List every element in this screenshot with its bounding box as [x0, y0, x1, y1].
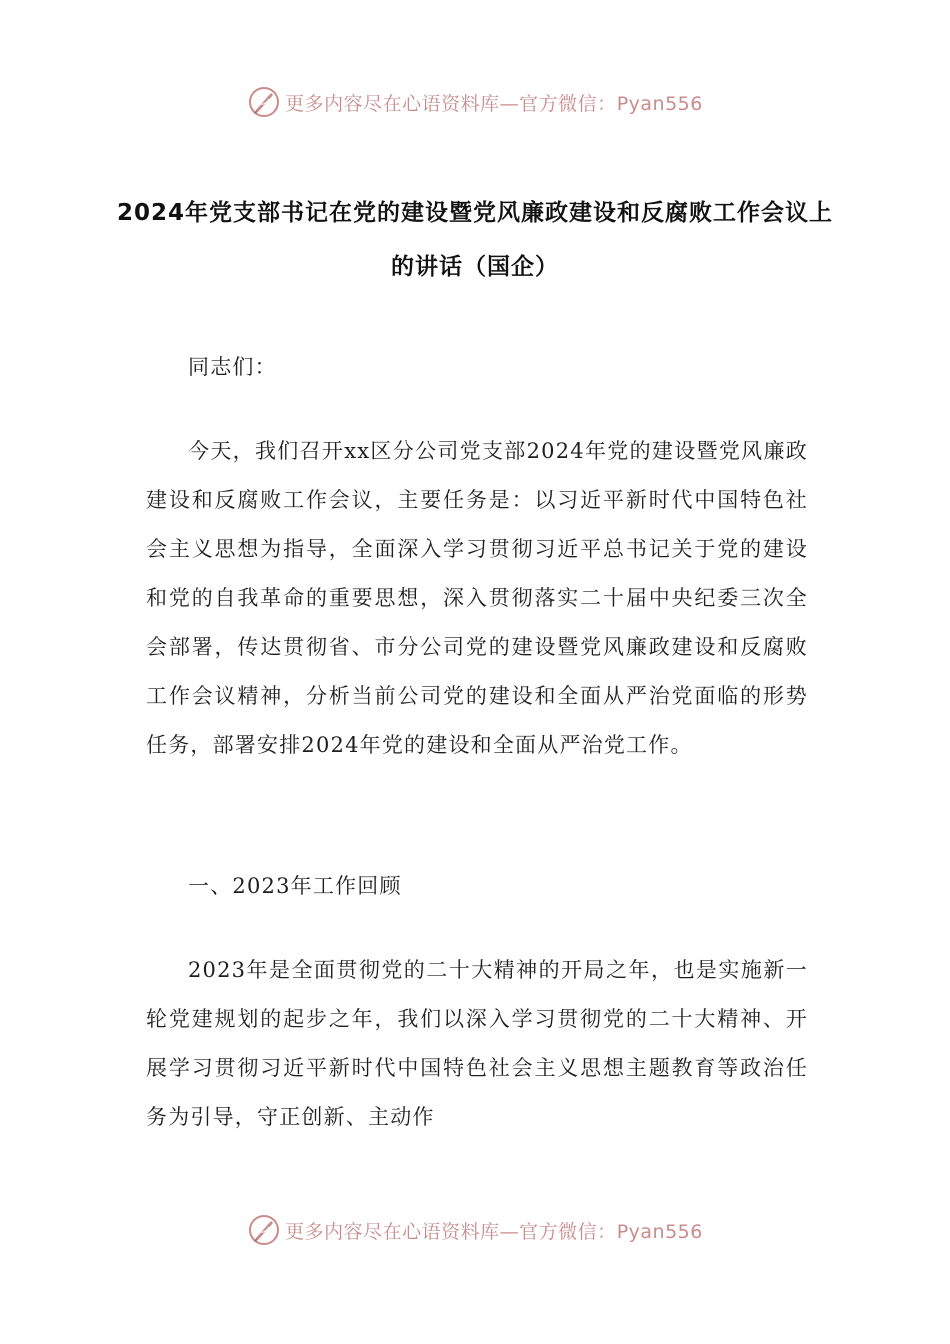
watermark-contact-label: 官方微信： — [519, 1220, 617, 1243]
watermark-text — [285, 1217, 703, 1244]
watermark-dash: — — [499, 1220, 520, 1243]
salutation: 同志们： — [188, 355, 277, 379]
paragraph-review: 2023年是全面贯彻党的二十大精神的开局之年，也是实施新一轮党建规划的起步之年，我们以深入学习贯彻党的二十大精神、开展学习贯彻习近平新时代中国特色社会主义思想主题教育等政治任务为引导，守正创新、主动作 — [146, 958, 808, 1129]
footer-watermark-banner — [0, 1210, 950, 1250]
document-title: 2024年党支部书记在党的建设暨党风廉政建设和反腐败工作会议上的讲话（国企） — [116, 200, 833, 280]
header-watermark-banner — [0, 82, 950, 122]
watermark-contact-id: Pyan556 — [616, 92, 703, 115]
section-heading: 一、2023年工作回顾 — [188, 874, 402, 898]
watermark-dash: — — [499, 92, 520, 115]
watermark-contact-id: Pyan556 — [616, 1220, 703, 1243]
paragraph-intro: 今天，我们召开xx区分公司党支部2024年党的建设暨党风廉政建设和反腐败工作会议，主要任务是：以习近平新时代中国特色社会主义思想为指导，全面深入学习贯彻习近平总书记关于党的建设和党的自我革命的重要思想，深入贯彻落实二十届中央纪委三次全会部署，传达贯彻省、市分公司党的建设暨党风廉政建设和反腐败工作会议精神，分析当前公司党的建设和全面从严治党面临的形势任务，部署安排2024年党的建设和全面从严治党工作。 — [146, 439, 808, 757]
quill-pen-logo-icon — [247, 85, 281, 119]
watermark-site-text: 更多内容尽在心语资料库 — [285, 92, 500, 115]
watermark-contact-label: 官方微信： — [519, 92, 617, 115]
watermark-text — [285, 89, 703, 116]
quill-pen-logo-icon — [247, 1213, 281, 1247]
watermark-site-text: 更多内容尽在心语资料库 — [285, 1220, 500, 1243]
